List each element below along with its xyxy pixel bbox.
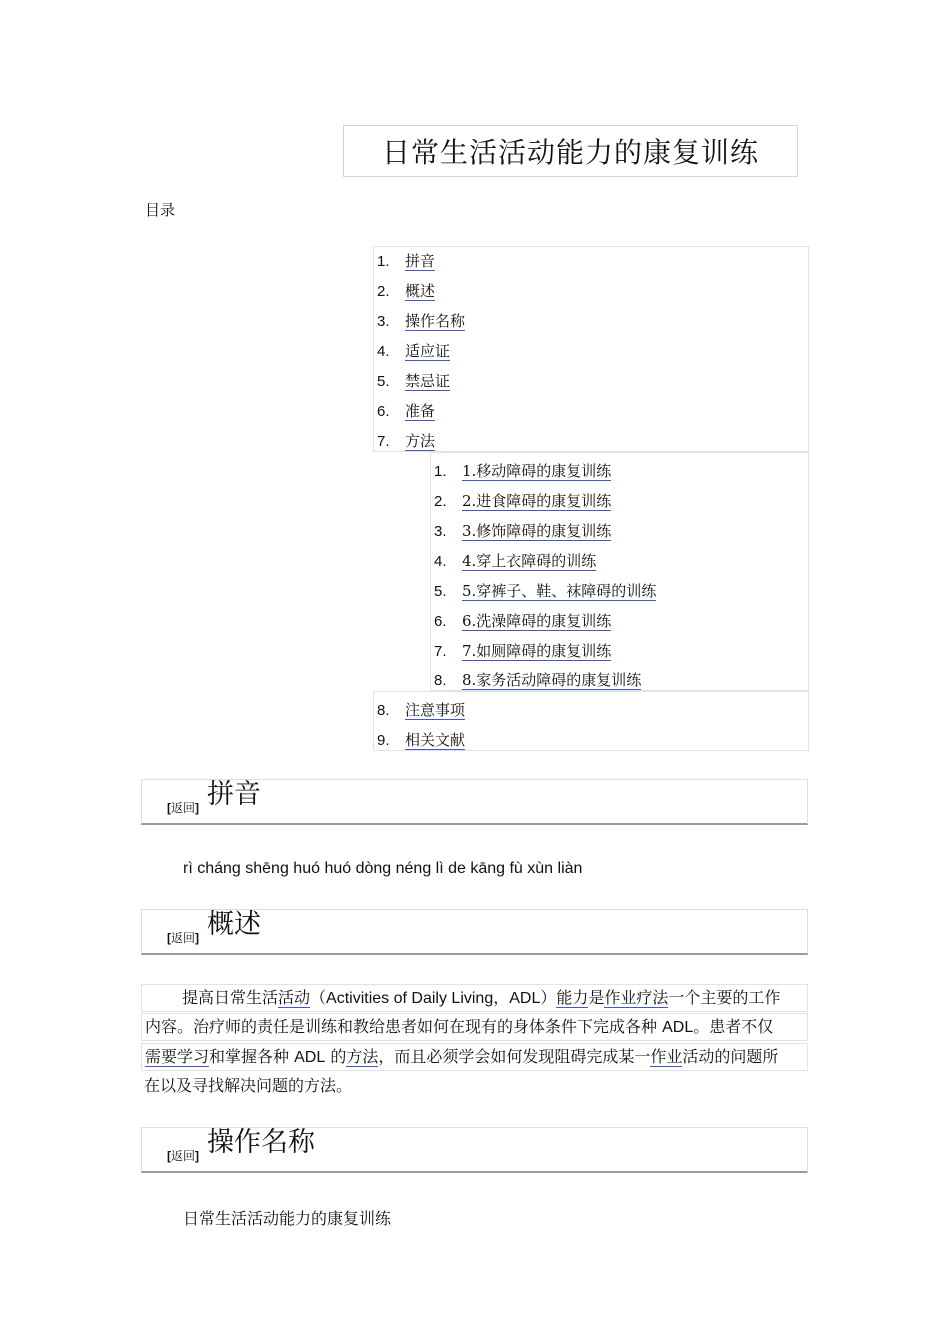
link-need-learning[interactable]: 需要学习 [145, 1047, 210, 1066]
toc-sub-item: 1. 1.移动障碍的康复训练 [434, 462, 612, 480]
toc-link-indications[interactable]: 适应证 [405, 342, 451, 360]
section-heading: 拼音 [207, 779, 261, 810]
toc-sub-link-bathing[interactable]: 6.洗澡障碍的康复训练 [462, 612, 612, 630]
section-header-overview [141, 909, 808, 955]
toc-item: 6. 准备 [377, 402, 436, 420]
link-occupation[interactable]: 作业 [650, 1047, 683, 1066]
back-link[interactable]: [返回] [167, 801, 200, 815]
toc-link-overview[interactable]: 概述 [405, 282, 436, 300]
section-heading: 概述 [207, 909, 261, 940]
toc-sub-link-upper-dressing[interactable]: 4.穿上衣障碍的训练 [462, 552, 597, 570]
toc-item: 2. 概述 [377, 282, 436, 300]
overview-line-2: 内容。治疗师的责任是训练和教给患者如何在现有的身体条件下完成各种 ADL。患者不仅 [141, 1013, 808, 1041]
toc-sub-link-lower-dressing[interactable]: 5.穿裤子、鞋、袜障碍的训练 [462, 582, 657, 600]
toc-item: 3. 操作名称 [377, 312, 466, 330]
link-ability[interactable]: 能力 [556, 988, 589, 1007]
operation-name-text: 日常生活活动能力的康复训练 [183, 1209, 392, 1228]
toc-link-operation[interactable]: 操作名称 [405, 312, 466, 330]
toc-link-method[interactable]: 方法 [405, 432, 436, 450]
back-link[interactable]: [返回] [167, 1149, 200, 1163]
toc-sub-item: 8. 8.家务活动障碍的康复训练 [434, 671, 642, 689]
toc-sub-link-eating[interactable]: 2.进食障碍的康复训练 [462, 492, 612, 510]
toc-item: 4. 适应证 [377, 342, 451, 360]
toc-link-references[interactable]: 相关文献 [405, 731, 466, 749]
toc-link-contraindications[interactable]: 禁忌证 [405, 372, 451, 390]
toc-sub-link-toileting[interactable]: 7.如厕障碍的康复训练 [462, 642, 612, 660]
toc-sub-item: 2. 2.进食障碍的康复训练 [434, 492, 612, 510]
toc-sub-item: 5. 5.穿裤子、鞋、袜障碍的训练 [434, 582, 657, 600]
link-occupational-therapy[interactable]: 作业疗法 [604, 988, 669, 1007]
toc-item: 9. 相关文献 [377, 731, 466, 749]
toc-sub-item: 4. 4.穿上衣障碍的训练 [434, 552, 597, 570]
link-activity[interactable]: 活动 [278, 988, 311, 1007]
back-link[interactable]: [返回] [167, 931, 200, 945]
toc-link-precautions[interactable]: 注意事项 [405, 701, 466, 719]
toc-sub-item: 7. 7.如厕障碍的康复训练 [434, 642, 612, 660]
section-heading: 操作名称 [207, 1127, 315, 1158]
overview-line-3: 需要学习和掌握各种 ADL 的方法，而且必须学会如何发现阻碍完成某一作业活动的问题所 [141, 1043, 808, 1071]
toc-sub-link-grooming[interactable]: 3.修饰障碍的康复训练 [462, 522, 612, 540]
section-header-pinyin [141, 779, 808, 825]
toc-sub-item: 3. 3.修饰障碍的康复训练 [434, 522, 612, 540]
title-box [343, 125, 798, 177]
overview-line-4: 在以及寻找解决问题的方法。 [144, 1076, 353, 1095]
overview-line-1: 提高日常生活活动（Activities of Daily Living，ADL）能力是作业疗法一个主要的工作 [141, 984, 808, 1012]
toc-sub-link-housework[interactable]: 8.家务活动障碍的康复训练 [462, 671, 642, 689]
toc-sub-link-mobility[interactable]: 1.移动障碍的康复训练 [462, 462, 612, 480]
toc-item: 7. 方法 [377, 432, 436, 450]
toc-sub-item: 6. 6.洗澡障碍的康复训练 [434, 612, 612, 630]
toc-item: 1. 拼音 [377, 252, 436, 270]
toc-link-pinyin[interactable]: 拼音 [405, 252, 436, 270]
toc-item: 5. 禁忌证 [377, 372, 451, 390]
toc-link-preparation[interactable]: 准备 [405, 402, 436, 420]
toc-label: 目录 [145, 201, 176, 219]
toc-item: 8. 注意事项 [377, 701, 466, 719]
page-title: 日常生活活动能力的康复训练 [381, 136, 759, 169]
section-header-operation [141, 1127, 808, 1173]
pinyin-text: rì cháng shēng huó huó dòng néng lì de kāng fù xùn liàn [183, 860, 583, 877]
link-method[interactable]: 方法 [346, 1047, 379, 1066]
